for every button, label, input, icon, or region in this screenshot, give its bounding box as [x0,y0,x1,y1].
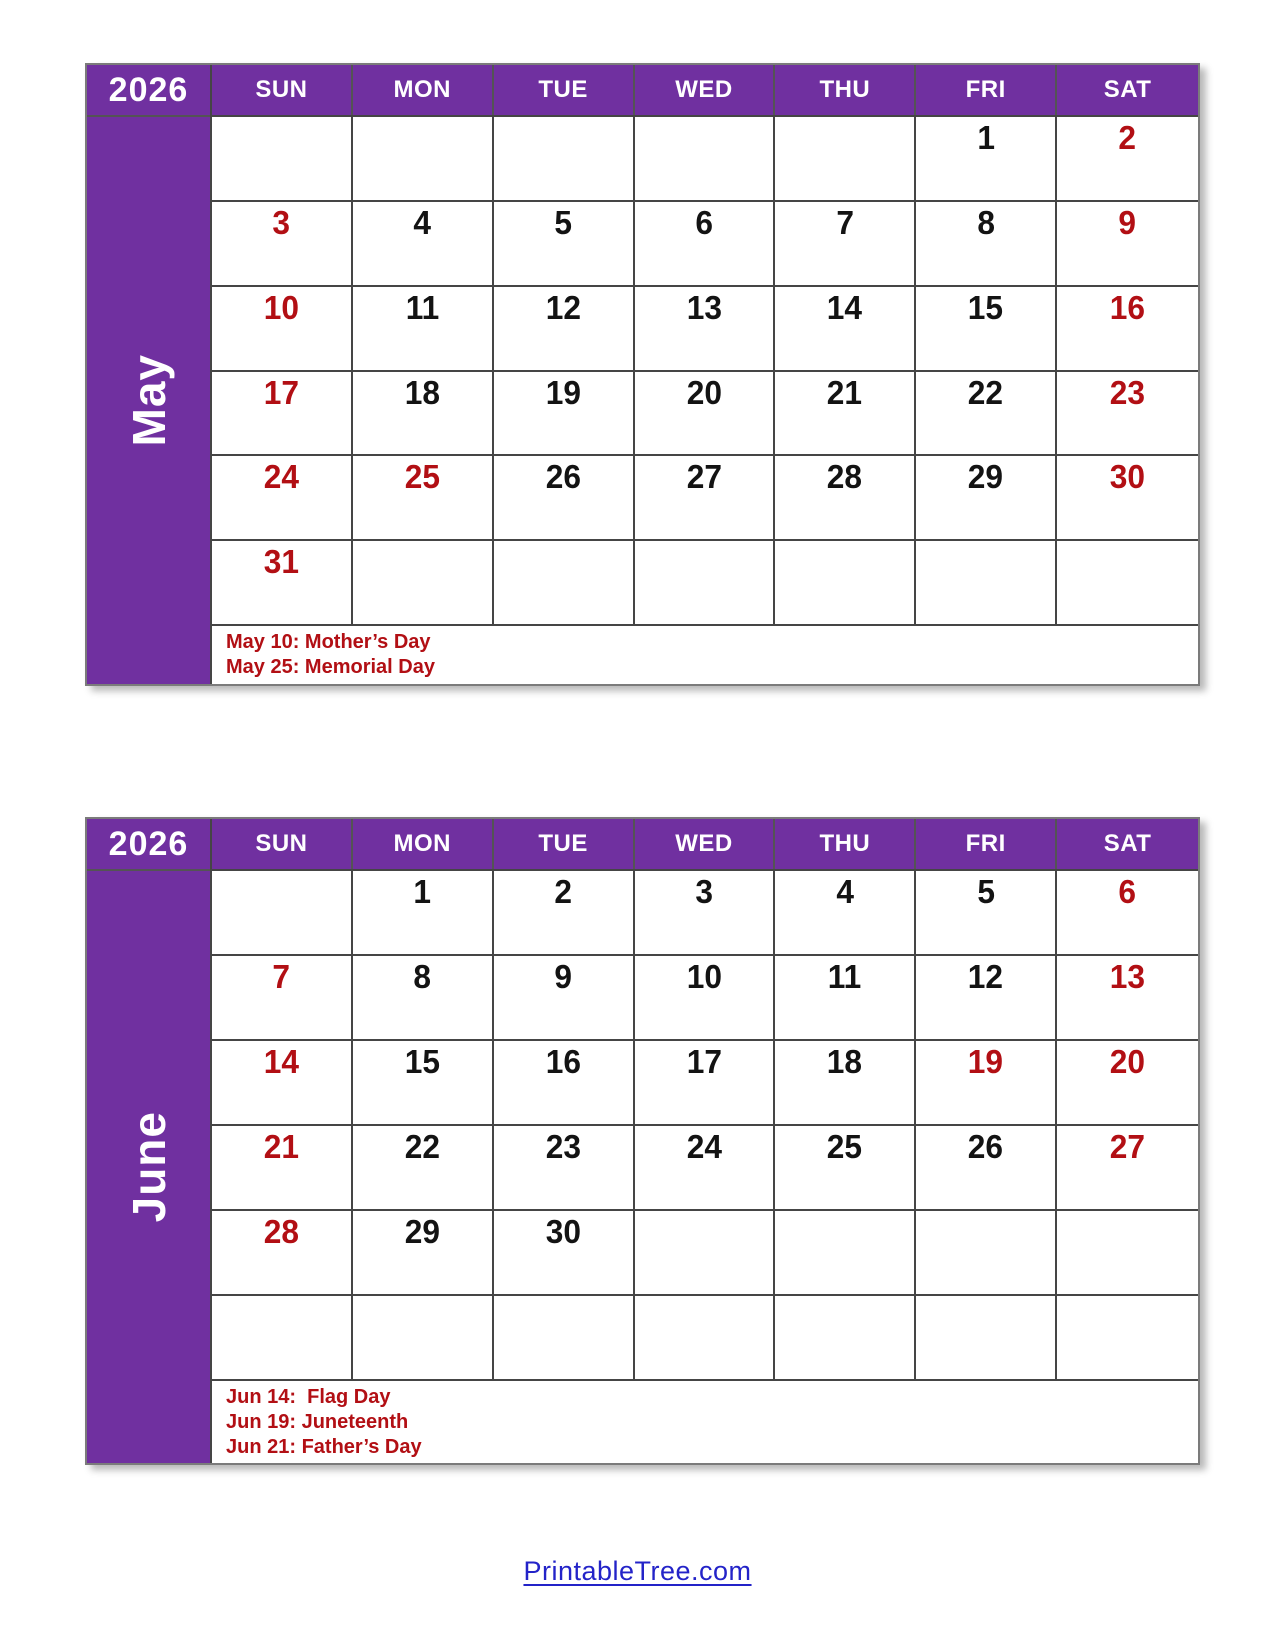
year-label: 2026 [87,65,210,117]
weekday-header: TUE [494,65,635,115]
date-number: 14 [827,288,863,326]
calendar-cell [1057,1126,1198,1211]
holiday-note: May 10: Mother’s Day [226,631,431,653]
footer [0,1556,1275,1587]
calendar-cell [212,202,353,287]
calendar-cell [635,372,776,457]
calendar-cell [1057,372,1198,457]
date-number: 30 [1109,458,1146,496]
date-number: 22 [404,1128,440,1165]
calendar-cell [353,1041,494,1126]
calendar-cell [916,202,1057,287]
date-number: 18 [827,1043,863,1080]
date-number: 27 [686,458,722,496]
calendar-cell [1057,1296,1198,1381]
date-number: 8 [413,958,432,995]
weekday-header: WED [635,819,776,869]
date-number: 6 [695,203,713,241]
calendar-cell [916,1296,1057,1381]
calendar-cell [494,372,635,457]
weekday-header: WED [635,65,776,115]
calendar-cell [212,456,353,541]
calendar-cell [635,456,776,541]
date-number: 24 [686,1128,722,1165]
date-number: 16 [1109,288,1146,326]
weekday-row [212,65,1198,117]
date-number: 7 [272,958,291,995]
calendar-cell [916,287,1057,372]
calendar-cell [212,1041,353,1126]
calendar-cell [916,117,1057,202]
calendar-cell [212,541,353,626]
date-number: 17 [263,373,300,411]
calendar-cell [775,541,916,626]
date-number: 12 [968,958,1004,995]
weekday-header: MON [353,65,494,115]
date-number: 3 [695,873,713,910]
calendar-cell [635,871,776,956]
calendar-cell [494,1211,635,1296]
weekday-header: FRI [916,65,1057,115]
date-number: 25 [827,1128,863,1165]
date-number: 24 [263,458,300,496]
calendar-june [85,817,1200,1465]
date-number: 27 [1109,1128,1146,1165]
calendar-cell [916,1126,1057,1211]
date-number: 4 [836,873,854,910]
calendar-cell [212,1211,353,1296]
holiday-note: Jun 21: Father’s Day [226,1436,422,1458]
calendar-cell [353,1296,494,1381]
weekday-header: SUN [212,65,353,115]
calendar-cell [775,956,916,1041]
calendar-cell [1057,541,1198,626]
date-number: 10 [263,288,300,326]
calendar-cell [775,1126,916,1211]
weekday-header: SUN [212,819,353,869]
date-number: 8 [976,203,995,241]
date-number: 5 [554,203,572,241]
calendar-cell [635,541,776,626]
calendar-cell [635,1041,776,1126]
calendar-cell [353,1211,494,1296]
date-number: 22 [968,373,1004,411]
calendar-cell [494,456,635,541]
date-number: 15 [404,1043,440,1080]
date-number: 4 [413,203,432,241]
calendar-cell [635,202,776,287]
date-number: 12 [545,288,581,326]
date-number: 23 [1109,373,1146,411]
calendar-cell [353,372,494,457]
calendar-cell [212,871,353,956]
date-number: 1 [976,119,995,156]
date-number: 18 [404,373,440,411]
date-number: 16 [545,1043,581,1080]
calendar-cell [353,871,494,956]
calendar-cell [916,871,1057,956]
date-number: 11 [405,288,440,326]
weekday-header: SAT [1103,76,1152,103]
calendar-cell [212,372,353,457]
date-number: 25 [404,458,440,496]
calendar-cell [212,1296,353,1381]
calendar-cell [635,287,776,372]
weekday-header: THU [775,65,916,115]
calendar-cell [353,287,494,372]
date-number: 30 [545,1213,581,1250]
date-number: 23 [545,1128,581,1165]
calendar-cell [353,456,494,541]
printabletree-link[interactable]: PrintableTree.com [523,1556,752,1586]
date-number: 9 [1118,203,1137,241]
calendar-cell [494,287,635,372]
month-label-wrap [87,871,210,1463]
calendar-cell [775,202,916,287]
weekday-header: TUE [494,819,635,869]
calendar-cell [775,1296,916,1381]
calendar-cell [353,1126,494,1211]
date-number: 11 [828,958,862,995]
date-number: 14 [263,1043,300,1080]
calendar-cell [916,1041,1057,1126]
calendar-cell [212,287,353,372]
calendar-cell [916,456,1057,541]
calendar-cell [775,871,916,956]
calendar-cell [775,1041,916,1126]
date-number: 2 [1118,119,1137,156]
calendar-cell [1057,956,1198,1041]
calendar-cell [494,956,635,1041]
calendar-cell [494,202,635,287]
calendar-cell [635,1126,776,1211]
holiday-note: May 25: Memorial Day [226,656,435,678]
date-number: 10 [686,958,722,995]
weekday-header: FRI [916,819,1057,869]
date-number: 3 [272,203,291,241]
weekday-header: MON [353,819,494,869]
calendar-cell [775,287,916,372]
date-number: 20 [686,373,722,411]
calendar-cell [494,1126,635,1211]
date-number: 19 [545,373,581,411]
date-number: 29 [404,1213,440,1250]
date-number: 17 [686,1043,722,1080]
calendar-cell [212,956,353,1041]
calendar-cell [353,117,494,202]
date-number: 26 [545,458,581,496]
date-number: 9 [554,958,572,995]
weekday-row [212,819,1198,871]
date-number: 19 [968,1043,1004,1080]
calendar-cell [1057,202,1198,287]
calendar-cell [775,1211,916,1296]
month-label-wrap [87,117,210,684]
year-label: 2026 [87,819,210,871]
may-side-column [87,65,212,684]
calendar-cell [635,1211,776,1296]
calendar-cell [635,956,776,1041]
date-grid [212,871,1198,1381]
calendar-may [85,63,1200,686]
calendar-cell [494,1296,635,1381]
month-label: May [122,354,175,447]
date-number: 1 [413,873,432,910]
calendar-cell [916,956,1057,1041]
weekday-header: SAT [1103,830,1152,857]
date-number: 21 [827,373,863,411]
notes-area [212,626,1198,684]
calendar-cell [353,956,494,1041]
calendar-cell [494,541,635,626]
date-number: 13 [1109,958,1146,995]
holiday-note: Jun 14: Flag Day [226,1386,391,1408]
date-grid [212,117,1198,626]
month-label: June [122,1111,175,1223]
calendar-cell [353,202,494,287]
calendar-cell [775,117,916,202]
date-number: 28 [263,1213,300,1250]
date-number: 20 [1109,1043,1146,1080]
calendar-cell [916,1211,1057,1296]
calendar-cell [212,1126,353,1211]
calendar-cell [1057,1041,1198,1126]
calendar-cell [212,117,353,202]
date-number: 29 [968,458,1004,496]
weekday-header: THU [775,819,916,869]
june-grid-column [212,819,1198,1463]
calendar-cell [353,541,494,626]
date-number: 15 [968,288,1004,326]
calendar-cell [775,372,916,457]
june-side-column [87,819,212,1463]
calendar-cell [916,541,1057,626]
calendar-cell [635,117,776,202]
calendar-cell [1057,287,1198,372]
calendar-cell [916,372,1057,457]
calendar-cell [635,1296,776,1381]
date-number: 7 [836,203,854,241]
holiday-note: Jun 19: Juneteenth [226,1411,409,1433]
notes-area [212,1381,1198,1463]
calendar-cell [494,1041,635,1126]
calendar-cell [1057,1211,1198,1296]
date-number: 21 [263,1128,300,1165]
calendar-cell [494,871,635,956]
date-number: 5 [976,873,995,910]
calendar-cell [1057,117,1198,202]
date-number: 26 [968,1128,1004,1165]
date-number: 6 [1118,873,1137,910]
date-number: 13 [686,288,722,326]
calendar-cell [775,456,916,541]
calendar-cell [494,117,635,202]
calendar-cell [1057,456,1198,541]
date-number: 2 [554,873,572,910]
may-grid-column [212,65,1198,684]
date-number: 28 [827,458,863,496]
calendar-cell [1057,871,1198,956]
date-number: 31 [263,543,300,581]
